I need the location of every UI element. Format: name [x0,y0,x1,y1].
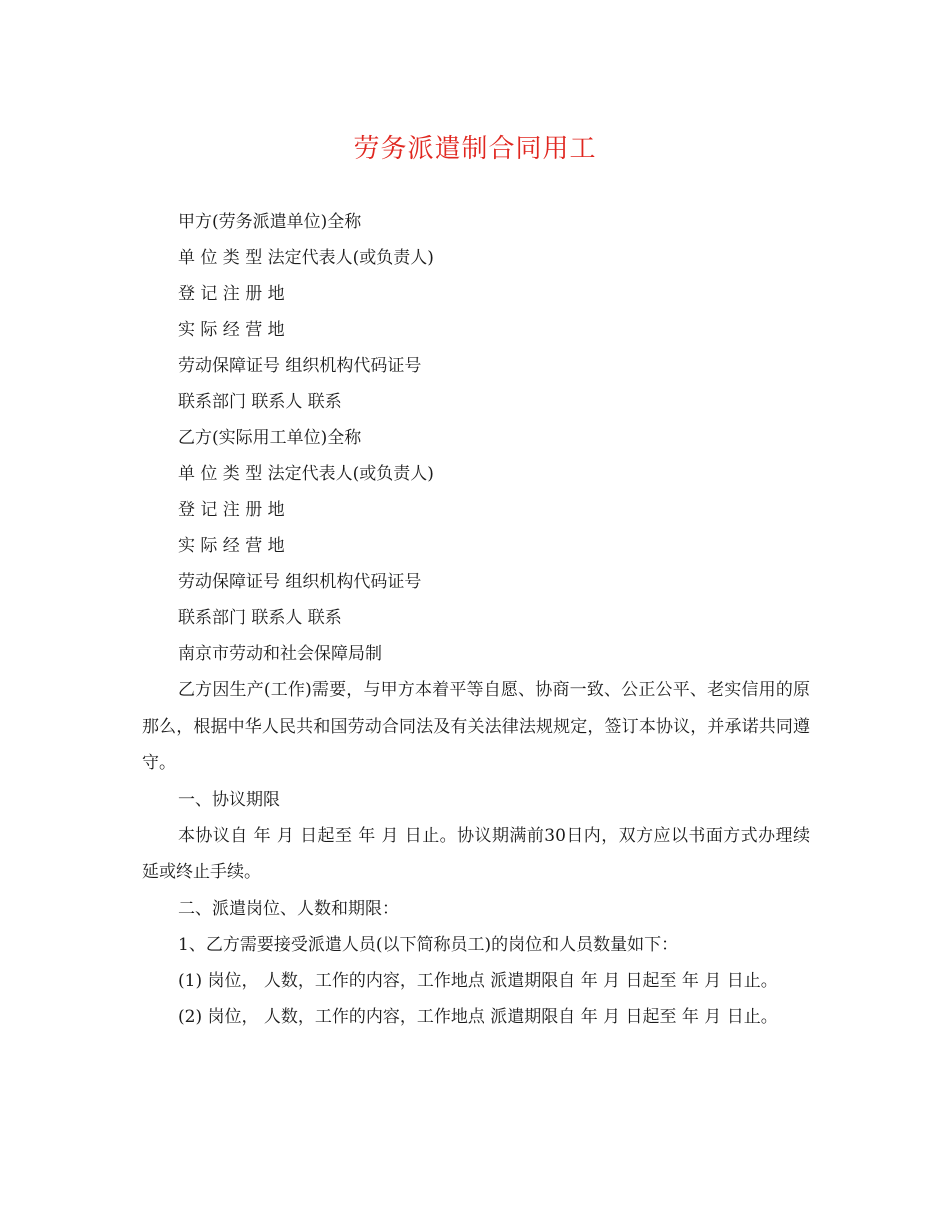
party-b-contact: 联系部门 联系人 联系 [178,608,342,628]
section-2-heading: 二、派遣岗位、人数和期限： [178,898,399,919]
document-title: 劳务派遣制合同用工 [353,134,597,164]
section-1-paragraph: 本协议自 年 月 日起至 年 月 日止。协议期满前30日内，双方应以书面方式办理续延或终止手续。 [142,825,810,882]
party-b-license: 劳动保障证号 组织机构代码证号 [178,572,422,592]
party-a-contact: 联系部门 联系人 联系 [178,392,342,412]
section-2-item-1-a: (1) 岗位， 人数，工作的内容，工作地点 派遣期限自 年 月 日起至 年 月 日止。 [178,970,778,991]
party-a-registered-address: 登 记 注 册 地 [178,284,285,304]
preamble-paragraph: 乙方因生产(工作)需要，与甲方本着平等自愿、协商一致、公正公平、老实信用的原那么，根据中华人民共和国劳动合同法及有关法律法规规定，签订本协议，并承诺共同遵守。 [142,680,810,773]
party-b-business-address: 实 际 经 营 地 [178,536,285,556]
party-a-business-address: 实 际 经 营 地 [178,320,285,340]
party-b-registered-address: 登 记 注 册 地 [178,500,285,520]
party-a-name: 甲方(劳务派遣单位)全称 [178,212,362,232]
document-body [142,204,810,1036]
issuer-line: 南京市劳动和社会保障局制 [178,644,382,664]
section-2-item-1-b: (2) 岗位， 人数，工作的内容，工作地点 派遣期限自 年 月 日起至 年 月 日止。 [178,1007,778,1027]
section-2-item-1: 1、乙方需要接受派遣人员(以下简称员工)的岗位和人员数量如下： [178,934,679,955]
party-b-type: 单 位 类 型 法定代表人(或负责人) [178,464,434,484]
section-1-heading: 一、协议期限 [178,789,280,810]
party-a-license: 劳动保障证号 组织机构代码证号 [178,356,422,376]
party-b-name: 乙方(实际用工单位)全称 [178,428,362,448]
party-a-type: 单 位 类 型 法定代表人(或负责人) [178,248,434,268]
